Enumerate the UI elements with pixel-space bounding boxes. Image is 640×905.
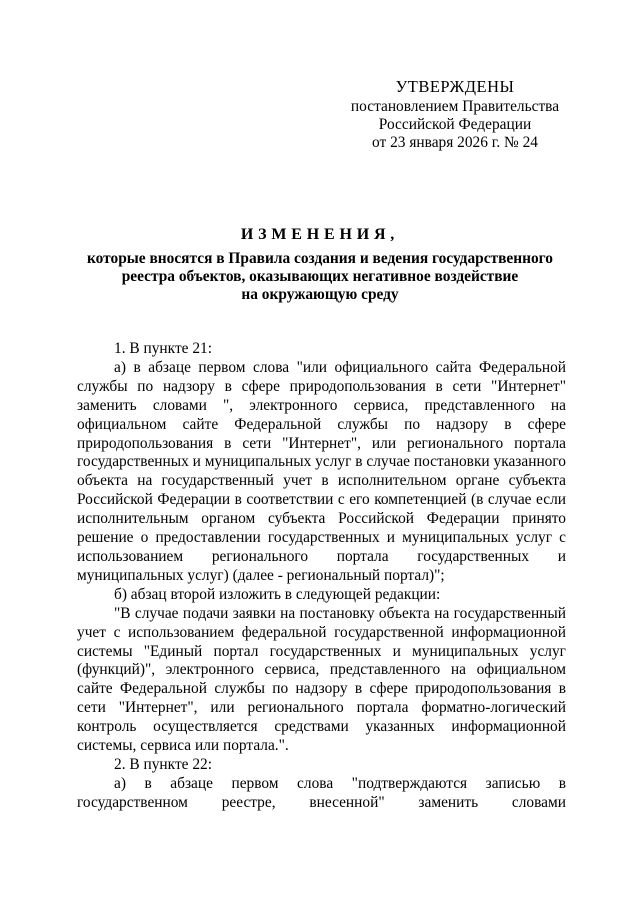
document-body: [77, 340, 566, 813]
paragraph-21b-quote: "В случае подачи заявки на постановку объекта на государственный учет с использованием федеральной государственной информационной системы "Единый портал государственных и муниципальных услуг (функций)", электронного сервиса, представленного на официальном сайте Федеральной службы по надзору в сфере природопользования в сети "Интернет", или регионального портала форматно-логический контроль осуществляется средствами указанных информационной системы, сервиса или портала.".: [77, 604, 566, 755]
approval-heading: УТВЕРЖДЕНЫ: [395, 77, 515, 96]
approval-line-3: от 23 января 2026 г. № 24: [372, 134, 538, 151]
paragraph-22a: а) в абзаце первом слова "подтверждаются записью в государственном реестре, внесенной" заменить словами: [77, 774, 566, 811]
document-title: ИЗМЕНЕНИЯ,: [240, 226, 400, 243]
subtitle-line-1: которые вносятся в Правила создания и ведения государственного: [87, 250, 553, 267]
subtitle-line-2: реестра объектов, оказывающих негативное воздействие: [121, 268, 519, 285]
paragraph-21b: б) абзац второй изложить в следующей редакции:: [114, 585, 441, 603]
paragraph-21a: а) в абзаце первом слова "или официального сайта Федеральной службы по надзору в сфере природопользования в сети "Интернет" заменить словами ", электронного сервиса, представленного на официальном сайте Федеральной службы по надзору в сфере природопользования в сети "Интернет", или регионального портала государственных и муниципальных услуг в случае постановки указанного объекта на государственный учет в исполнительном органе субъекта Российской Федерации в соответствии с его компетенцией (в случае если исполнительным органом субъекта Российской Федерации принято решение о предоставлении государственных и муниципальных услуг с использованием регионального портала государственных и муниципальных услуг) (далее - региональный портал)";: [77, 358, 566, 584]
approval-block: [350, 78, 560, 152]
paragraph-point-22: 2. В пункте 22:: [114, 755, 213, 773]
approval-line-2: Российской Федерации: [378, 116, 532, 133]
approval-line-1: постановлением Правительства: [350, 98, 560, 115]
paragraph-point-21: 1. В пункте 21:: [114, 340, 213, 357]
document-subtitle: [80, 250, 560, 304]
subtitle-line-3: на окружающую среду: [241, 286, 399, 303]
